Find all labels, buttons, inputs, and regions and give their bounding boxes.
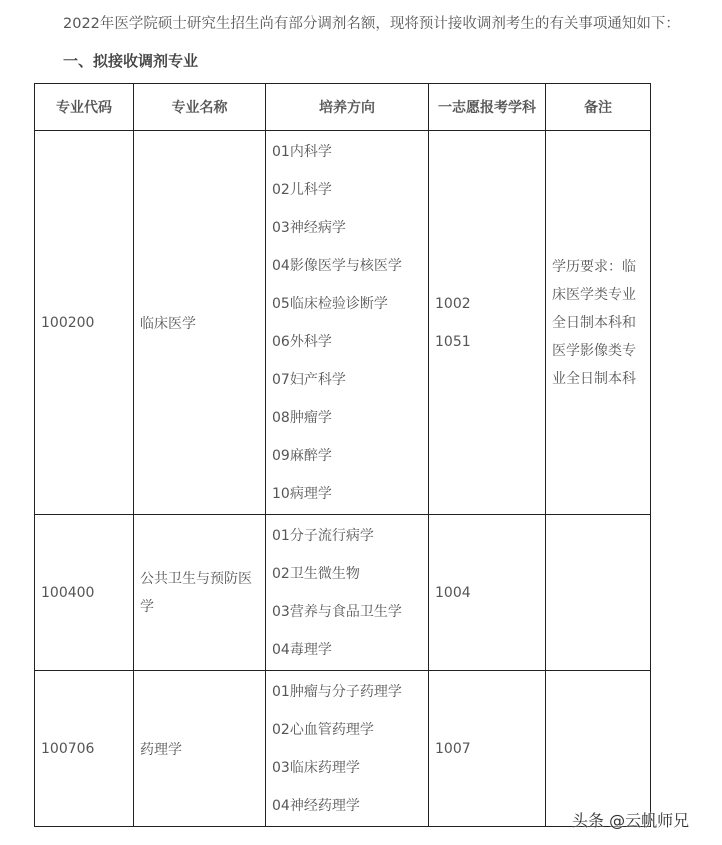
note-cell (546, 671, 651, 827)
note-cell: 学历要求：临床医学类专业全日制本科和医学影像类专业全日制本科 (546, 131, 651, 515)
direction-item: 03临床药理学 (272, 759, 360, 776)
subject-code: 1051 (435, 333, 471, 350)
direction-item: 05临床检验诊断学 (272, 295, 388, 312)
header-direction: 培养方向 (266, 84, 429, 131)
direction-item: 04影像医学与核医学 (272, 257, 402, 274)
direction-item: 04神经药理学 (272, 797, 360, 814)
directions-cell (266, 671, 429, 827)
header-code: 专业代码 (35, 84, 134, 131)
major-name: 临床医学 (134, 131, 266, 515)
major-name: 药理学 (134, 671, 266, 827)
directions-cell (266, 131, 429, 515)
direction-item: 02儿科学 (272, 181, 332, 198)
direction-item: 04毒理学 (272, 641, 332, 658)
direction-item: 01肿瘤与分子药理学 (272, 683, 402, 700)
direction-item: 10病理学 (272, 485, 332, 502)
intro-text: 2022年医学院硕士研究生招生尚有部分调剂名额，现将预计接收调剂考生的有关事项通知如下： (63, 16, 680, 32)
subject-code: 1007 (429, 671, 546, 827)
direction-item: 06外科学 (272, 333, 332, 350)
major-code: 100200 (35, 131, 134, 515)
table-row (35, 671, 651, 827)
header-name: 专业名称 (134, 84, 266, 131)
table-header-row (35, 84, 651, 131)
table-row (35, 515, 651, 671)
major-code: 100706 (35, 671, 134, 827)
direction-item: 03神经病学 (272, 219, 346, 236)
header-note: 备注 (546, 84, 651, 131)
header-subject: 一志愿报考学科 (429, 84, 546, 131)
major-code: 100400 (35, 515, 134, 671)
direction-item: 02心血管药理学 (272, 721, 374, 738)
majors-table (34, 83, 651, 827)
direction-item: 09麻醉学 (272, 447, 332, 464)
subjects-cell (429, 131, 546, 515)
direction-item: 01内科学 (272, 143, 332, 160)
direction-item: 01分子流行病学 (272, 527, 374, 544)
watermark: 头条 @云帆师兄 (572, 811, 690, 830)
table-row (35, 131, 651, 515)
major-name: 公共卫生与预防医学 (134, 515, 266, 671)
section-title: 一、拟接收调剂专业 (63, 52, 199, 70)
subject-code: 1002 (435, 295, 471, 312)
direction-item: 08肿瘤学 (272, 409, 332, 426)
direction-item: 02卫生微生物 (272, 565, 360, 582)
directions-cell (266, 515, 429, 671)
note-cell (546, 515, 651, 671)
direction-item: 07妇产科学 (272, 371, 346, 388)
subject-code: 1004 (429, 515, 546, 671)
direction-item: 03营养与食品卫生学 (272, 603, 402, 620)
